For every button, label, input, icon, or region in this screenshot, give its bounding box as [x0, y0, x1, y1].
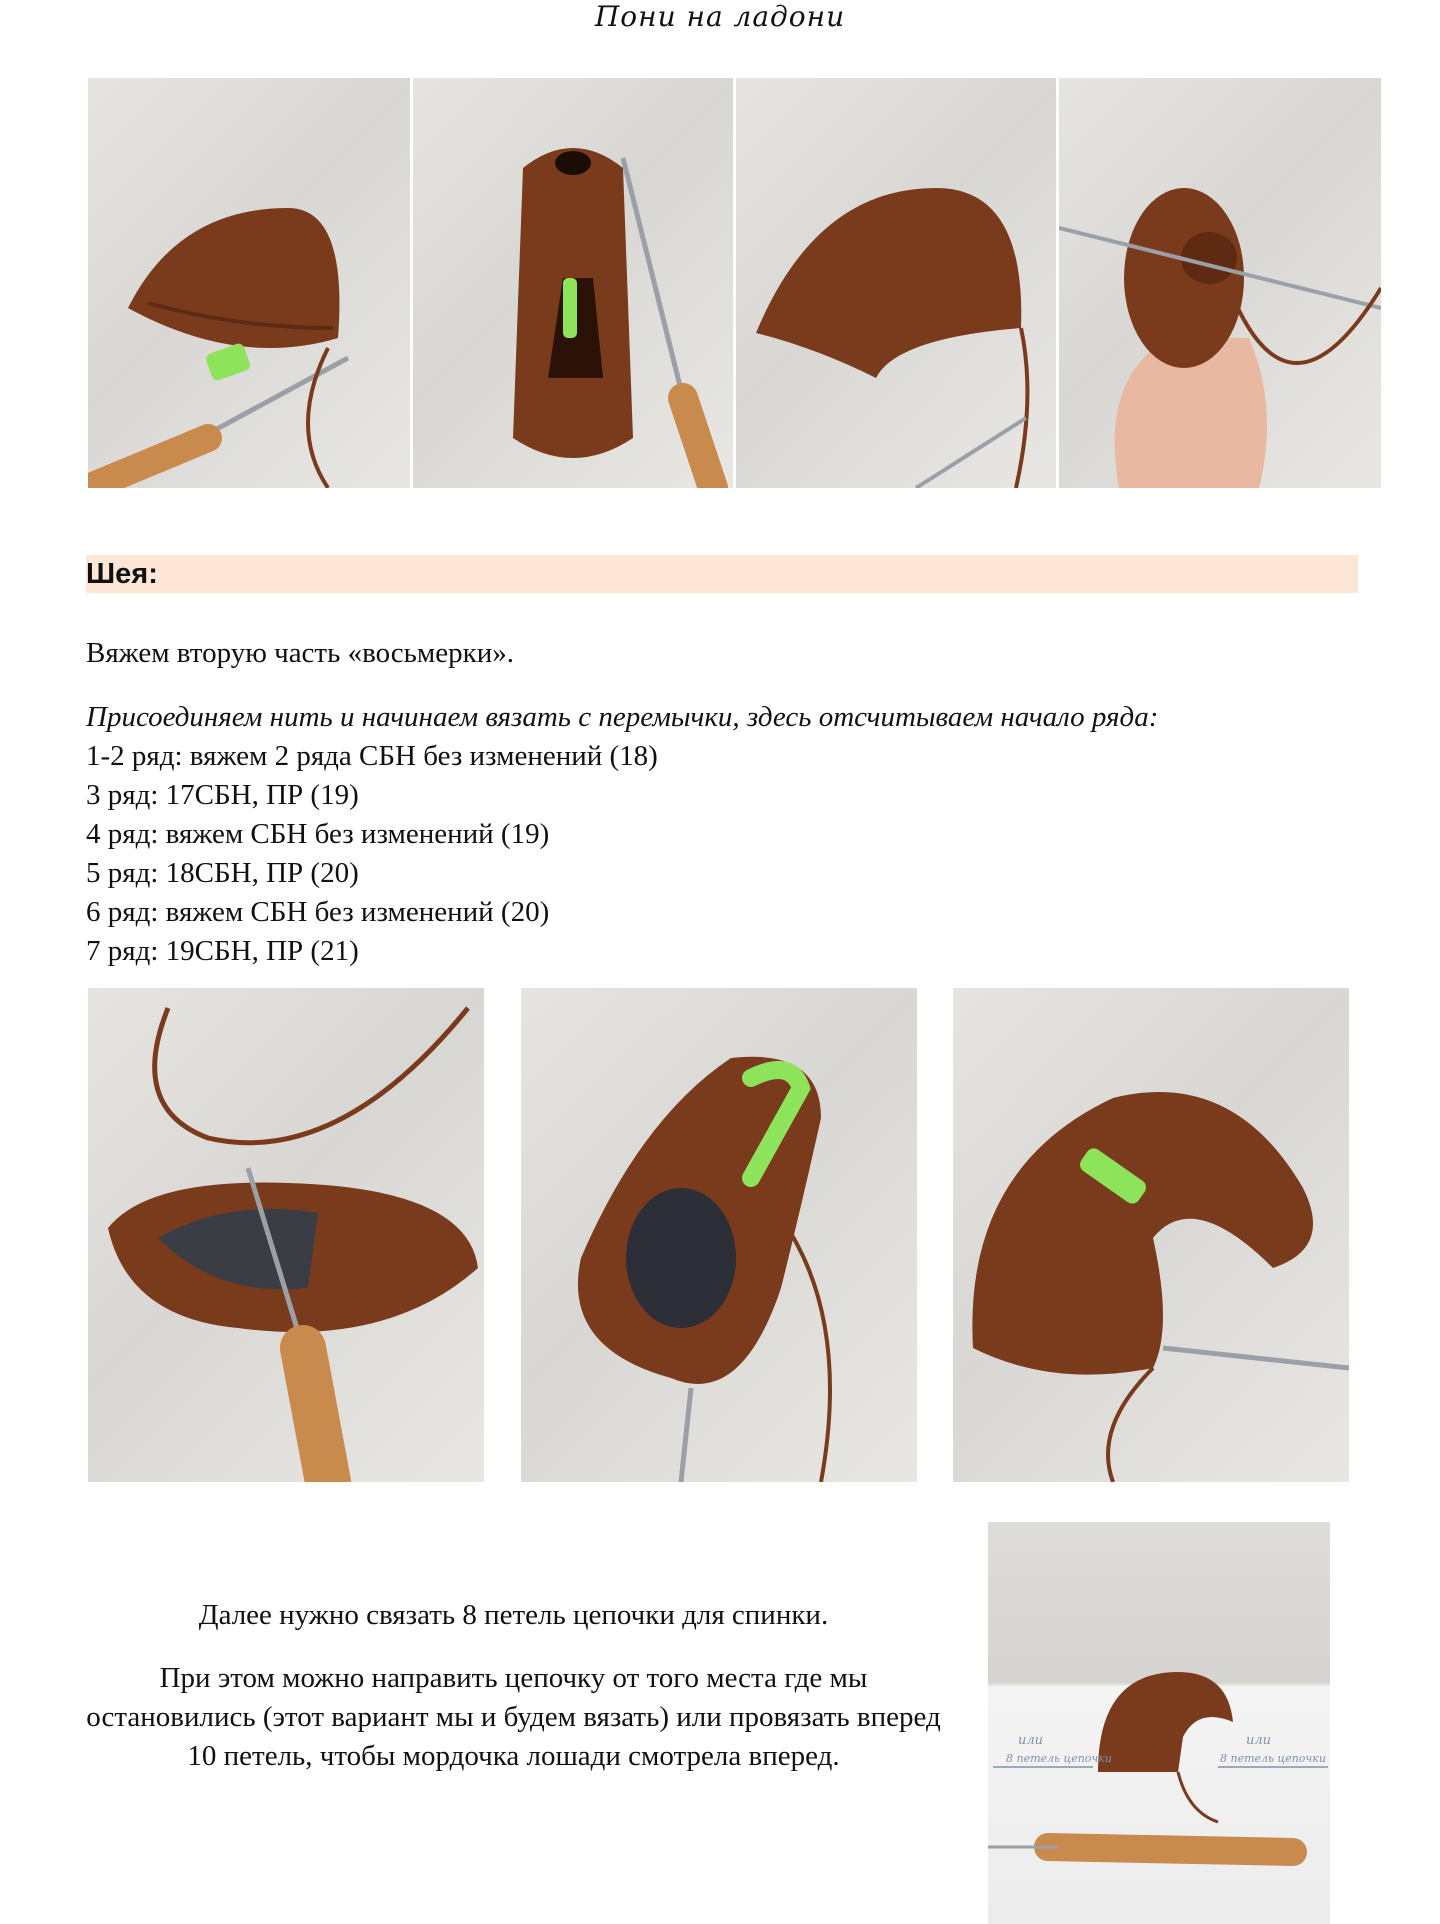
section-heading-band	[86, 555, 1358, 593]
back-instructions	[86, 1596, 941, 1800]
photo-step-2	[413, 78, 733, 488]
annotation-right-or: или	[1246, 1733, 1272, 1748]
photo-step-3	[736, 78, 1056, 488]
annotation-right-note: 8 петель цепочки	[1220, 1752, 1326, 1765]
photo-step-5	[88, 988, 484, 1482]
intro-text: Вяжем вторую часть «восьмерки».	[86, 637, 514, 669]
photo-step-1	[88, 78, 410, 488]
back-paragraph-1: Далее нужно связать 8 петель цепочки для спинки.	[198, 1599, 829, 1631]
row-instruction: 5 ряд: 18СБН, ПР (20)	[86, 857, 359, 889]
row-instruction: 7 ряд: 19СБН, ПР (21)	[86, 935, 359, 967]
instructions-lead: Присоединяем нить и начинаем вязать с перемычки, здесь отсчитываем начало ряда:	[86, 701, 1159, 733]
row-instruction: 3 ряд: 17СБН, ПР (19)	[86, 779, 359, 811]
photo-step-6	[521, 988, 917, 1482]
row-instruction: 4 ряд: вяжем СБН без изменений (19)	[86, 818, 550, 850]
annotation-left-or: или	[1018, 1733, 1044, 1748]
photo-step-7	[953, 988, 1349, 1482]
photo-chain-options	[988, 1522, 1330, 1924]
page-title: Пони на ладони	[594, 0, 846, 33]
row-instruction: 1-2 ряд: вяжем 2 ряда СБН без изменений (18)	[86, 740, 658, 772]
row-instruction: 6 ряд: вяжем СБН без изменений (20)	[86, 896, 550, 928]
row-instructions	[86, 698, 1158, 971]
back-paragraph-2: При этом можно направить цепочку от того места где мы остановились (этот вариант мы и будем вязать) или провязать вперед 10 петель, чтобы мордочка лошади смотрела вперед.	[86, 1662, 941, 1772]
section-heading-neck: Шея:	[86, 558, 158, 590]
photo-step-4	[1059, 78, 1381, 488]
annotation-left-note: 8 петель цепочки	[1006, 1752, 1112, 1765]
